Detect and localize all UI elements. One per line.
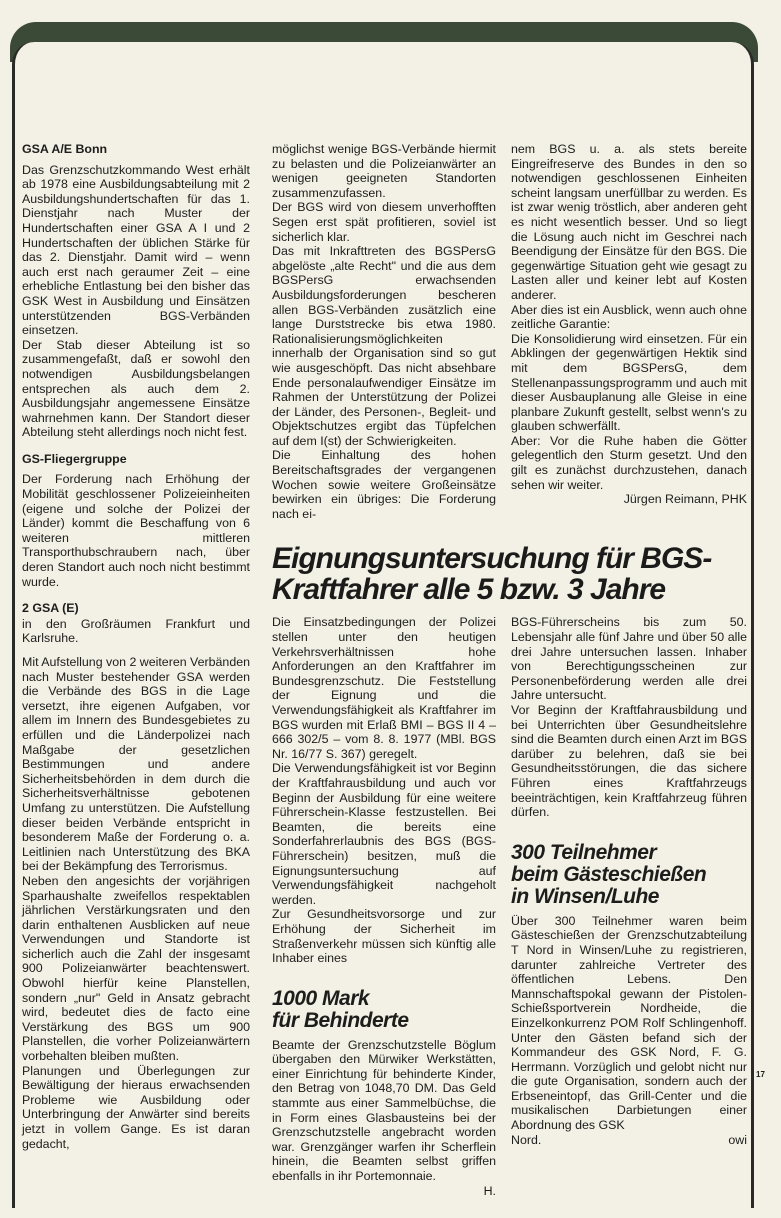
article-2-column-2 <box>511 615 747 1198</box>
right-area <box>272 142 748 1198</box>
paragraph: Beamte der Grenzschutzstelle Böglum übergaben den Mürwiker Werkstätten, einer Einrichtung für behinderte Kinder, den Betrag von 1048,70 DM. Das Geld stammte aus einer Sammelbüchse, die in Form eines Glasbausteins bei der Grenzschutzstelle angebracht worden war. Grenzgänger warfen ihr Scherflein hinein, die Beamten selbst griffen ebenfalls in ihr Portemonnaie. <box>272 1037 496 1184</box>
paragraph: Der Forderung nach Erhöhung der Mobilität geschlossener Polizeieinheiten (eigene und solche der Polizei der Länder) kommt die Beschaffung von 6 weiteren mittleren Transporthubschraubern nach, über deren Standort auch noch nicht bestimmt wurde. <box>22 472 250 589</box>
section-heading-gsa-bonn: GSA A/E Bonn <box>22 142 108 156</box>
paragraph: Mit Aufstellung von 2 weiteren Verbänden nach Muster bestehender GSA werden die Verbände des BGS in die Lage versetzt, ihre eigenen Aufgaben, vor allem im Innern des Bundesgebietes zu erfüllen und die Länderpolizei nach Maßgabe der gesetzlichen Bestimmungen und andere Sicherheitsbehörden in dem durch die Sicherheitsverhältnisse gebotenen Umfang zu unterstützen. Die Aufstellung dieser beiden Verbände entspricht in besonderem Maße der Forderung o. a. Leitlinien nach Unterstützung des BKA bei der Bekämpfung des Terrorismus. <box>22 655 250 874</box>
article-2-column-1 <box>272 615 496 1198</box>
headline-line: Eignungsuntersuchung für BGS- <box>272 542 712 576</box>
bottom-row <box>272 615 748 1198</box>
author-signature: Jürgen Reimann, PHK <box>623 492 747 507</box>
paragraph: Die Verwendungsfähigkeit ist vor Beginn der Kraftfahrausbildung und auch vor Beginn der Ausbildung für eine weitere Führerschein-Klasse festzustellen. Bei Beamten, die bereits eine Sonderfahrerlaubnis des BGS (BGS-Führerschein) besitzen, muß die Eignungsuntersuchung auf Verwendungsfähigkeit nachgeholt werden. <box>272 761 496 907</box>
author-signature: owi <box>728 1132 747 1147</box>
paragraph: Die Konsolidierung wird einsetzen. Für ein Abklingen der gegenwärtigen Hektik sind mit dem BGSPersG, dem Stellenanpassungsprogramm und auch mit dieser Ausbauplanung alle Gleise in eine planbare Zukunft gestellt, selbst wenn's zu glauben schwerfällt. <box>511 331 747 434</box>
paragraph: möglichst wenige BGS-Verbände hiermit zu belasten und die Polizeianwärter an wenigen geeigneten Standorten zusammenzufassen. <box>272 142 496 200</box>
paragraph: Über 300 Teilnehmer waren beim Gästeschießen der Grenzschutzabteilung T Nord in Winsen/Luhe zu registrieren, darunter zahlreiche Vertreter des öffentlichen Lebens. Den Mannschaftspokal gewann der Pistolen-Schießsportverein Nordheide, die Einzelkonkurrenz POM Rolf Schlingenhoff. Unter den Gästen befand sich der Kommandeur des GSK Nord, F. G. Herrmann. Vorzüglich und gelobt nicht nur die gute Organisation, sondern auch der Erbseneintopf, das Grill-Center und die musikalischen Darbietungen einer Abordnung des GSK <box>511 913 747 1133</box>
right-column <box>511 142 747 521</box>
paragraph: nem BGS u. a. als stets bereite Eingreifreserve des Bundes in den so notwendigen geschlossenen Einheiten scheint langsam unerfüllbar zu werden. Es ist zwar wenig tröstlich, aber anderen geht es nicht wesentlich besser. Und so liegt die Lösung auch nicht im Geschrei nach Beendigung der Einsätze für den BGS. Die gegenwärtige Situation geht wie gesagt zu Lasten aller und keiner lebt auf Kosten anderer. <box>511 142 747 302</box>
page-number: 17 <box>756 1070 765 1079</box>
article-3 <box>272 988 496 1199</box>
headline-line: beim Gästeschießen <box>511 862 707 886</box>
article-headline <box>511 842 747 908</box>
paragraph: Das Grenzschutzkommando West erhält ab 1978 eine Ausbildungsabteilung mit 2 Ausbildungshundertschaften für das 1. Dienstjahr nach Muster der Hundertschaften einer GSA A I und 2 Hundertschaften der üblichen Stärke für das 2. Dienstjahr. Damit wird – wenn auch erst nach geraumer Zeit – eine erhebliche Entlastung bei den bisher das GSK West in Ausbildung und Einsätzen unterstützenden BGS-Verbänden einsetzen. <box>22 162 250 338</box>
author-signature: H. <box>483 1183 496 1198</box>
last-line: Nord. <box>511 1132 542 1147</box>
article-headline <box>272 988 496 1032</box>
headline-line: 1000 Mark <box>272 986 370 1010</box>
left-column <box>22 142 250 1198</box>
article-headline <box>272 543 748 605</box>
section-heading-fliegergruppe: GS-Fliegergruppe <box>22 451 127 466</box>
paragraph: Die Einsatzbedingungen der Polizei stellen unter den heutigen Verkehrsverhältnissen hohe Anforderungen an den Kraftfahrer im Bundesgrenzschutz. Die Feststellung der Eignung und die Verwendungsfähigkeit als Kraftfahrer im BGS wurden mit Erlaß BMI – BGS II 4 – 666 302/5 – vom 8. 8. 1977 (MBl. BGS Nr. 16/77 S. 367) geregelt. <box>272 615 496 761</box>
top-row <box>272 142 748 521</box>
middle-column <box>272 142 496 521</box>
paragraph: Neben den angesichts der vorjährigen Sparhaushalte zweifellos respektablen jährlichen Verstärkungsraten und den darin enthaltenen Ausblicken auf neue Verwendungen und Standorte ist sicherlich auch die Zahl der insgesamt 900 Polizeianwärter beachtenswert. Obwohl hierfür keine Planstellen, sondern „nur" Geld in Ansatz gebracht wird, bedeutet dies de facto eine Verstärkung des BGS um 900 Planstellen, die vorher Polizeianwärtern vorbehalten bleiben mußten. <box>22 873 250 1064</box>
paragraph: Zur Gesundheitsvorsorge und zur Erhöhung der Sicherheit im Straßenverkehr müssen sich künftig alle Inhaber eines <box>272 907 496 966</box>
paragraph: BGS-Führerscheins bis zum 50. Lebensjahr alle fünf Jahre und über 50 alle drei Jahre untersuchen lassen. Inhaber von Berechtigungsscheinen zur Personenbeförderung werden alle drei Jahre untersucht. <box>511 615 747 703</box>
headline-line: Kraftfahrer alle 5 bzw. 3 Jahre <box>272 573 666 607</box>
paragraph: Der Stab dieser Abteilung ist so zusammengefaßt, daß er sowohl den notwendigen Ausbildungsbelangen entsprechen als auch dem 2. Ausbildungsjahr angemessene Einsätze wahrnehmen kann. Der Standort dieser Abteilung steht allerdings noch nicht fest. <box>22 337 250 440</box>
closing-line <box>511 1133 747 1148</box>
paragraph: Das mit Inkrafttreten des BGSPersG abgelöste „alte Recht" und die aus dem BGSPersG erwachsenden Ausbildungsforderungen bescheren allen BGS-Verbänden zusätzlich eine lange Durststrecke bis etwa 1980. Rationalisierungsmöglichkeiten innerhalb der Organisation sind so gut wie ausgeschöpft. Das nicht absehbare Ende personalaufwendiger Einsätze im Rahmen der Unterstützung der Polizei der Länder, des Personen-, Begleit- und Objektschutzes ergibt das Tüpfelchen auf dem I(st) der Schwierigkeiten. <box>272 244 496 448</box>
paragraph: Aber: Vor die Ruhe haben die Götter gelegentlich den Sturm gesetzt. Und den gilt es zunächst durchzustehen, danach sehen wir weiter. <box>511 433 747 492</box>
article-4 <box>511 842 747 1148</box>
headline-line: in Winsen/Luhe <box>511 884 659 908</box>
paragraph: Aber dies ist ein Ausblick, wenn auch ohne zeitliche Garantie: <box>511 302 747 332</box>
section-heading-2-gsa: 2 GSA (E) <box>22 601 79 616</box>
headline-line: für Behinderte <box>272 1008 409 1032</box>
paragraph: Vor Beginn der Kraftfahrausbildung und bei Unterrichten über Gesundheitslehre sind die Beamten durch einen Arzt im BGS darüber zu belehren, daß sie bei Gesundheitsstörungen, die das sichere Führen eines Kraftfahrzeugs beeinträchtigen, kein Kraftfahrzeug führen dürfen. <box>511 703 747 820</box>
paragraph: Der BGS wird von diesem unverhofften Segen erst spät profitieren, soviel ist sicherlich klar. <box>272 200 496 244</box>
paragraph: Planungen und Überlegungen zur Bewältigung der hieraus erwachsenden Probleme wie Ausbildung oder Unterbringung der Anwärter sind bereits jetzt in vollem Gange. Es ist daran gedacht, <box>22 1063 250 1151</box>
paragraph: Die Einhaltung des hohen Bereitschaftsgrades der vergangenen Wochen sowie weitere Großeinsätze bewirken ein übriges: Die Forderung nach ei- <box>272 448 496 521</box>
headline-line: 300 Teilnehmer <box>511 840 657 864</box>
paragraph: in den Großräumen Frankfurt und Karlsruhe. <box>22 616 250 646</box>
